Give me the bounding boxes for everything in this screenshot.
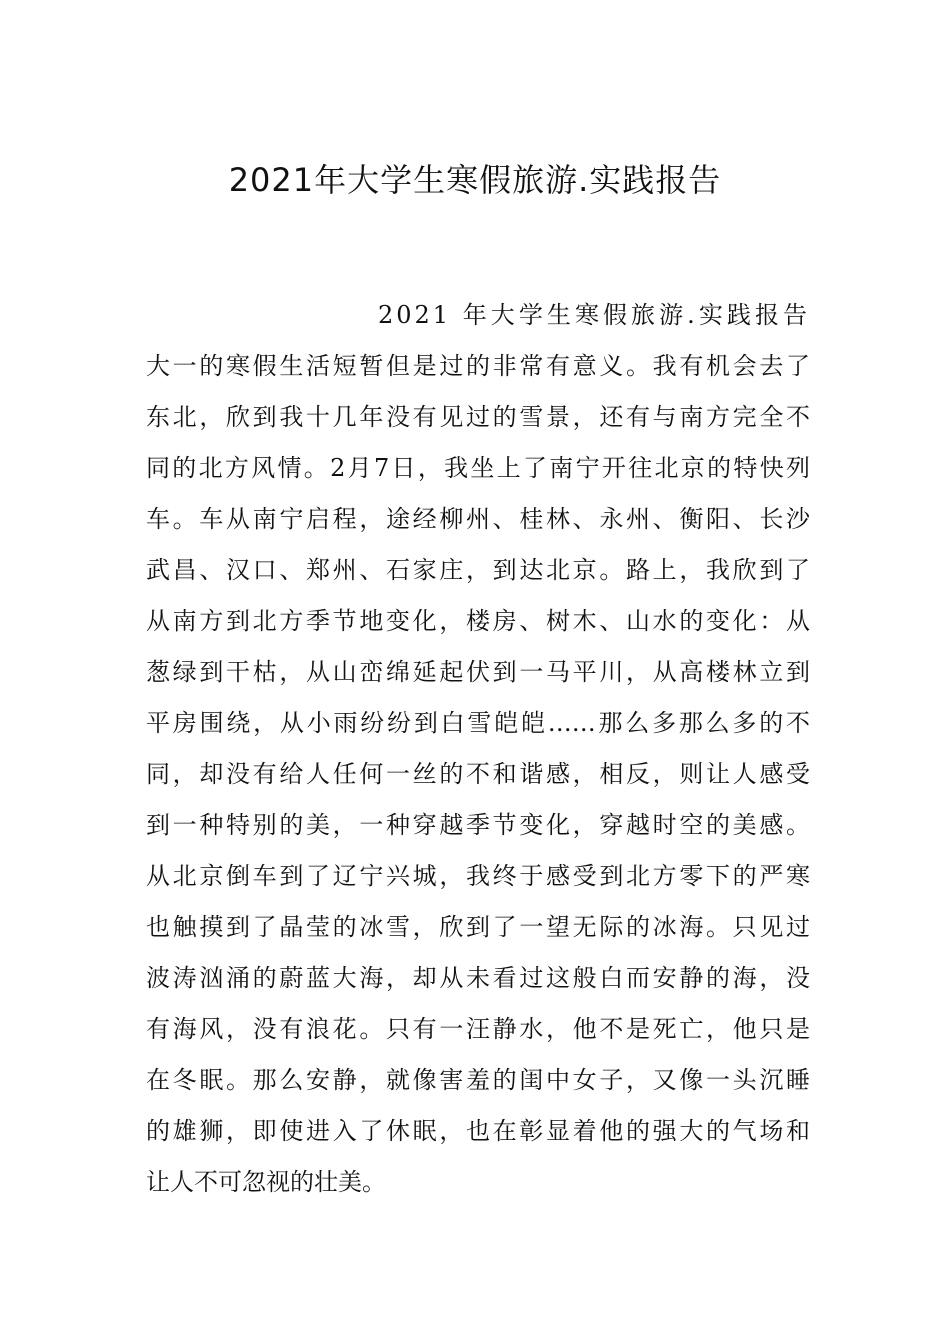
body-line: 平房围绕，从小雨纷纷到白雪皑皑……那么多那么多的不 (146, 709, 810, 737)
body-line: 武昌、汉口、郑州、石家庄，到达北京。路上，我欣到了 (146, 556, 810, 584)
body-line: 同，却没有给人任何一丝的不和谐感，相反，则让人感受 (146, 760, 810, 788)
body-line: 从南方到北方季节地变化，楼房、树木、山水的变化：从 (146, 607, 810, 635)
body-line: 波涛汹涌的蔚蓝大海，却从未看过这般白而安静的海，没 (146, 964, 810, 992)
body-line: 葱绿到干枯，从山峦绵延起伏到一马平川，从高楼林立到 (146, 658, 810, 686)
body-line: 也触摸到了晶莹的冰雪，欣到了一望无际的冰海。只见过 (146, 913, 810, 941)
body-line: 有海风，没有浪花。只有一汪静水，他不是死亡，他只是 (146, 1015, 810, 1043)
body-line: 让人不可忽视的壮美。 (146, 1168, 386, 1196)
document-body (146, 290, 810, 1208)
body-line: 在冬眠。那么安静，就像害羞的闺中女子，又像一头沉睡 (146, 1066, 810, 1094)
body-line: 到一种特别的美，一种穿越季节变化，穿越时空的美感。 (146, 811, 810, 839)
body-line: 东北，欣到我十几年没有见过的雪景，还有与南方完全不 (146, 403, 810, 431)
body-line: 车。车从南宁启程，途经柳州、桂林、永州、衡阳、长沙 (146, 505, 810, 533)
body-line: 大一的寒假生活短暂但是过的非常有意义。我有机会去了 (146, 352, 810, 380)
document-title: 2021年大学生寒假旅游.实践报告 (228, 161, 722, 199)
body-line: 同的北方风情。2月7日，我坐上了南宁开往北京的特快列 (146, 454, 810, 482)
body-line: 2021 年大学生寒假旅游.实践报告 (378, 301, 810, 329)
body-line: 的雄狮，即使进入了休眠，也在彰显着他的强大的气场和 (146, 1117, 810, 1145)
body-line: 从北京倒车到了辽宁兴城，我终于感受到北方零下的严寒 (146, 862, 810, 890)
